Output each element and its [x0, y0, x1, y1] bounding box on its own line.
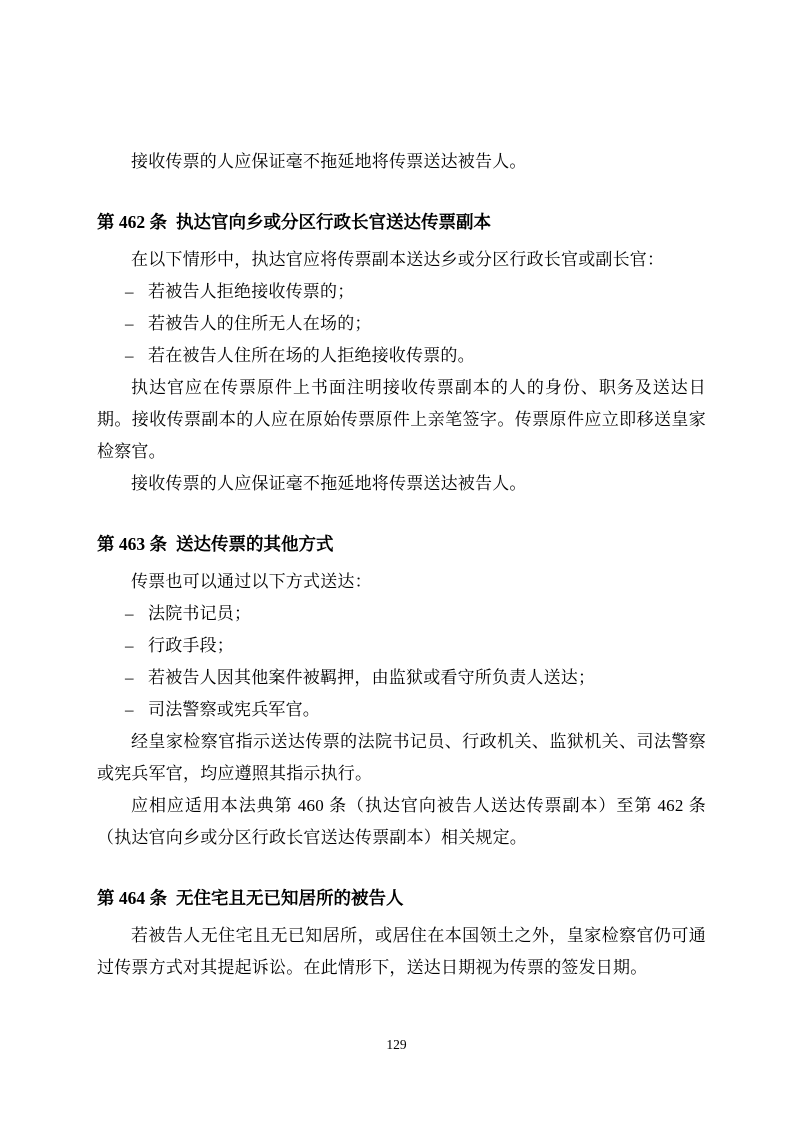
list-item — [97, 340, 706, 372]
list-item — [97, 694, 706, 726]
list-item — [97, 276, 706, 308]
list-item — [97, 598, 706, 630]
list-item-text: 若被告人的住所无人在场的； — [148, 314, 372, 333]
article-462-paragraph: 接收传票的人应保证毫不拖延地将传票送达被告人。 — [131, 474, 527, 493]
dash-marker: – — [125, 604, 134, 623]
article-463-paragraph: 应相应适用本法典第 460 条（执达官向被告人送达传票副本）至第 462 条（执达官向乡或分区行政长官送达传票副本）相关规定。 — [97, 796, 706, 847]
article-462-paragraph: 执达官应在传票原件上书面注明接收传票副本的人的身份、职务及送达日期。接收传票副本的人应在原始传票原件上亲笔签字。传票原件应立即移送皇家检察官。 — [97, 378, 706, 461]
article-463-lead: 传票也可以通过以下方式送达： — [131, 572, 372, 591]
list-item-text: 行政手段； — [148, 636, 234, 655]
article-463-title: 送达传票的其他方式 — [176, 534, 334, 554]
article-464 — [97, 882, 706, 984]
article-464-paragraph: 若被告人无住宅且无已知居所，或居住在本国领土之外，皇家检察官仍可通过传票方式对其提起诉讼。在此情形下，送达日期视为传票的签发日期。 — [97, 926, 706, 977]
document-content — [97, 146, 706, 984]
dash-marker: – — [125, 314, 134, 333]
article-464-heading — [97, 882, 706, 914]
article-462-lead: 在以下情形中，执达官应将传票副本送达乡或分区行政长官或副长官： — [131, 250, 665, 269]
article-462-number: 第 462 条 — [97, 212, 167, 232]
list-item — [97, 662, 706, 694]
article-463 — [97, 528, 706, 854]
list-item-text: 司法警察或宪兵军官。 — [148, 700, 320, 719]
article-463-heading — [97, 528, 706, 560]
list-item-text: 若被告人因其他案件被羁押，由监狱或看守所负责人送达； — [148, 668, 596, 687]
list-item — [97, 630, 706, 662]
dash-marker: – — [125, 668, 134, 687]
article-464-title: 无住宅且无已知居所的被告人 — [176, 888, 404, 908]
list-item-text: 若被告人拒绝接收传票的； — [148, 282, 355, 301]
article-463-number: 第 463 条 — [97, 534, 167, 554]
dash-marker: – — [125, 282, 134, 301]
article-462 — [97, 206, 706, 500]
dash-marker: – — [125, 346, 134, 365]
dash-marker: – — [125, 700, 134, 719]
article-464-number: 第 464 条 — [97, 888, 167, 908]
intro-paragraph: 接收传票的人应保证毫不拖延地将传票送达被告人。 — [131, 152, 527, 171]
page-number: 129 — [386, 1037, 407, 1052]
list-item-text: 法院书记员； — [148, 604, 252, 623]
article-463-paragraph: 经皇家检察官指示送达传票的法院书记员、行政机关、监狱机关、司法警察或宪兵军官，均应遵照其指示执行。 — [97, 732, 706, 783]
list-item — [97, 308, 706, 340]
list-item-text: 若在被告人住所在场的人拒绝接收传票的。 — [148, 346, 475, 365]
article-462-title: 执达官向乡或分区行政长官送达传票副本 — [176, 212, 491, 232]
article-462-heading — [97, 206, 706, 238]
dash-marker: – — [125, 636, 134, 655]
